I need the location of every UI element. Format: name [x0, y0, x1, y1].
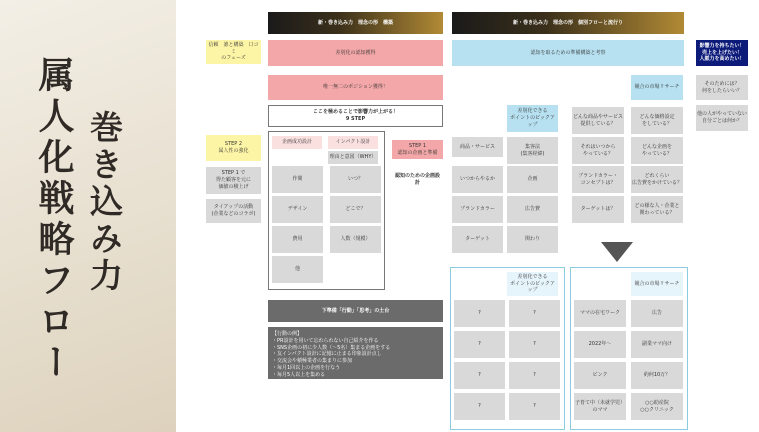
research-question: それはいつから やっている？: [572, 137, 624, 164]
position-box: 差別化の認知獲得: [268, 40, 443, 66]
purpose-question: そのためには？ 何をしたらいい？: [696, 75, 748, 100]
item-right: 関わり: [507, 226, 558, 253]
research-question: どんな商品やサービス 提供している？: [572, 107, 624, 134]
foundation-banner: 下準備「行動」「思考」の土台: [268, 300, 443, 322]
question-cell: ?: [454, 300, 505, 327]
research-question: どんな企画を やっている？: [631, 137, 683, 164]
question-cell: ?: [509, 393, 560, 420]
research-question: ブランドカラー・ コンセプトは？: [572, 166, 624, 193]
research-label-2: 競合の市場リサーチ: [631, 272, 683, 296]
grid-cell: 人数（規模）: [330, 226, 381, 253]
answer-cell: 広告: [631, 300, 683, 327]
preparation-lead: 認知を取るための準備構築と考察: [452, 40, 684, 66]
question-cell: ?: [454, 393, 505, 420]
question-cell: ?: [509, 362, 560, 389]
answer-cell: ピンク: [574, 362, 626, 389]
item-left: ブランドカラー: [452, 196, 503, 223]
planning-label: 企画成功設計: [272, 136, 322, 149]
answer-cell: 子育て中（未就学児） のママ: [574, 393, 626, 420]
header-right: 新・巻き込み力 理念の形 個別フローと流行り: [452, 12, 684, 34]
answer-cell: 2022年〜: [574, 331, 626, 358]
answer-cell: ママの在宅ワーク: [574, 300, 626, 327]
pickup-label: 差別化できる ポイントのピックアップ: [507, 105, 558, 132]
question-cell: ?: [454, 331, 505, 358]
header-left: 新・巻き込み力 理念の形 構築: [268, 12, 443, 34]
research-question: どの様な人・企業と 関わっている？: [631, 196, 683, 223]
grid-cell: 他: [272, 256, 323, 283]
item-left: いつからやるか: [452, 166, 503, 193]
tieup-note: タイアップの活動 (企業などのコラボ): [206, 199, 261, 223]
research-question: ターゲットは？: [572, 196, 624, 223]
uniqueness-question: 他の人がやっていない 自分ごとは何か？: [696, 105, 748, 131]
research-label: 競合の市場リサーチ: [631, 75, 683, 100]
ideal-box: 唯一無二のポジション獲得！: [268, 75, 443, 100]
down-arrow-icon: [601, 242, 633, 262]
item-right: 企画: [507, 166, 558, 193]
phase-label: 信頼 誰と構築 口コミ のフェーズ: [206, 40, 261, 64]
pickup-label-2: 差別化できる ポイントのピックアップ: [507, 272, 558, 296]
grid-cell: いつ？: [330, 166, 381, 193]
goal-box: 影響力を持ちたい！ 売上を上げたい！ 人脈力を高めたい！: [696, 40, 748, 66]
step2-label: STEP 2 属人性の強化: [206, 135, 261, 161]
item-right: 広告費: [507, 196, 558, 223]
title-panel: [0, 0, 176, 432]
why-label: 理由と意図（WHY）: [328, 151, 378, 164]
page-subtitle: 巻き込み力: [85, 110, 124, 295]
flow-document: [176, 0, 759, 432]
research-question: どれくらい 広告費をかけている？: [631, 166, 683, 193]
influence-box: ここを極めることで影響力が上がる！ 9 STEP: [268, 105, 443, 127]
step1-note: STEP 1 で 得た顧客を元に 価値の積上げ: [206, 167, 261, 194]
answer-cell: ○○助産院 ○○クリニック: [631, 393, 683, 420]
item-left: ターゲット: [452, 226, 503, 253]
grid-cell: デザイン: [272, 196, 323, 223]
grid-cell: どこで？: [330, 196, 381, 223]
grid-cell: 作間: [272, 166, 323, 193]
action-notes: 【行動の例】 ・PR設計を用いて忘れられない自己紹介を作る ・SNS企画の初に少人数（～5名）集まる企画をする ・友インパクト設計に記憶に止まる印象設計点し ・交流会や積極業者の集まりに参加 ・毎月1回以上の企画を行なう ・毎月5人以上を集める: [268, 327, 443, 379]
planning-for-recognition: 認知のための企画設計: [394, 172, 440, 186]
step1-label: STEP 1 認知の企画と準備: [392, 140, 443, 159]
impact-label: インパクト設計: [328, 136, 378, 149]
answer-cell: 約何10万？: [631, 362, 683, 389]
item-right: 集客法 (集客経緯): [507, 137, 558, 164]
question-cell: ?: [454, 362, 505, 389]
research-question: どんな価格設定 をしている？: [631, 107, 683, 134]
page-title: 属人化戦略フロー: [33, 56, 75, 384]
item-left: 商品・サービス: [452, 137, 503, 157]
question-cell: ?: [509, 300, 560, 327]
answer-cell: 副業ママ向け: [631, 331, 683, 358]
grid-cell: 費用: [272, 226, 323, 253]
question-cell: ?: [509, 331, 560, 358]
